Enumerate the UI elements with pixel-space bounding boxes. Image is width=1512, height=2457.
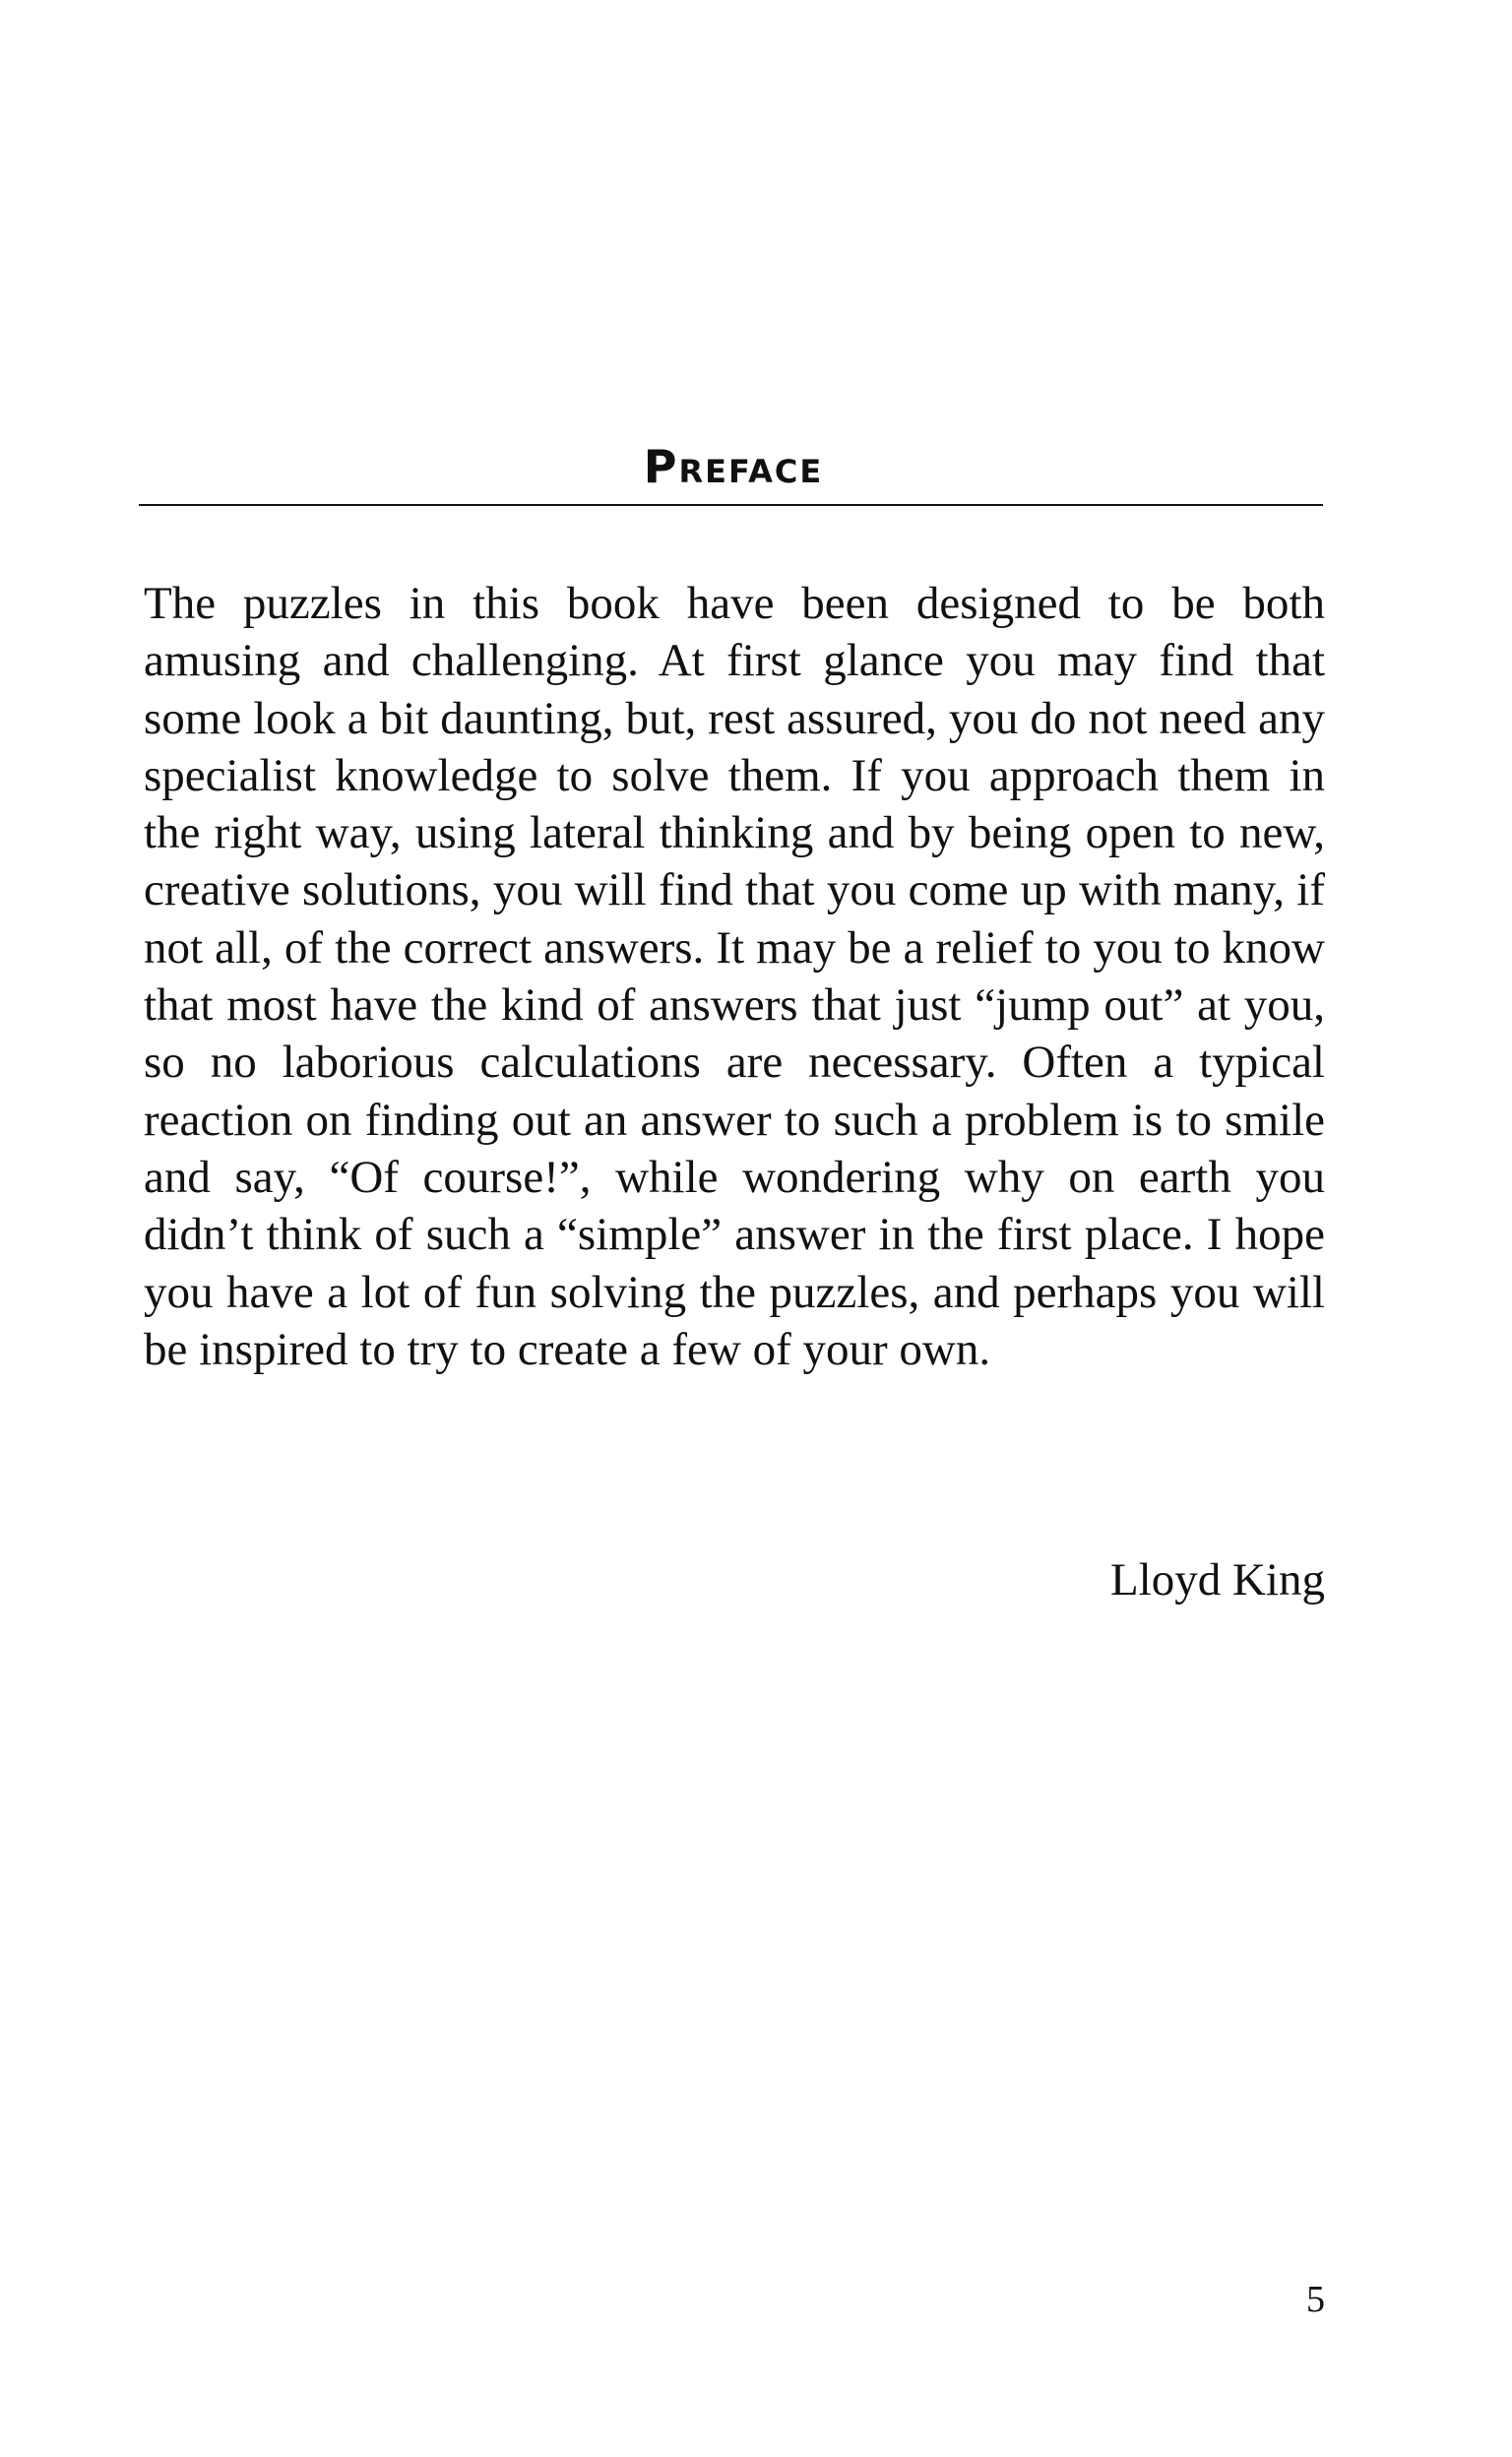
page-number: 5 (1306, 2279, 1325, 2320)
chapter-heading: Preface (643, 440, 824, 493)
heading-rule (139, 504, 1323, 506)
author-signature: Lloyd King (1109, 1554, 1325, 1606)
preface-body: The puzzles in this book have been designed to be both amusing and challenging. At first glance you may find that some look a bit daunting, but, rest assured, you do not need any specialist knowledge to solve them. If you approach them in the right way, using lateral thinking and by being open to new, creative solutions, you will find that you come up with many, if not all, of the correct answers. It may be a relief to you to know that most have the kind of answers that just “jump out” at you, so no laborious calculations are necessary. Often a typical reaction on finding out an answer to such a problem is to smile and say, “Of course!”, while wondering why on earth you didn’t think of such a “simple” answer in the first place. I hope you have a lot of fun solving the puzzles, and perhaps you will be inspired to try to create a few of your own. (144, 578, 1325, 1375)
